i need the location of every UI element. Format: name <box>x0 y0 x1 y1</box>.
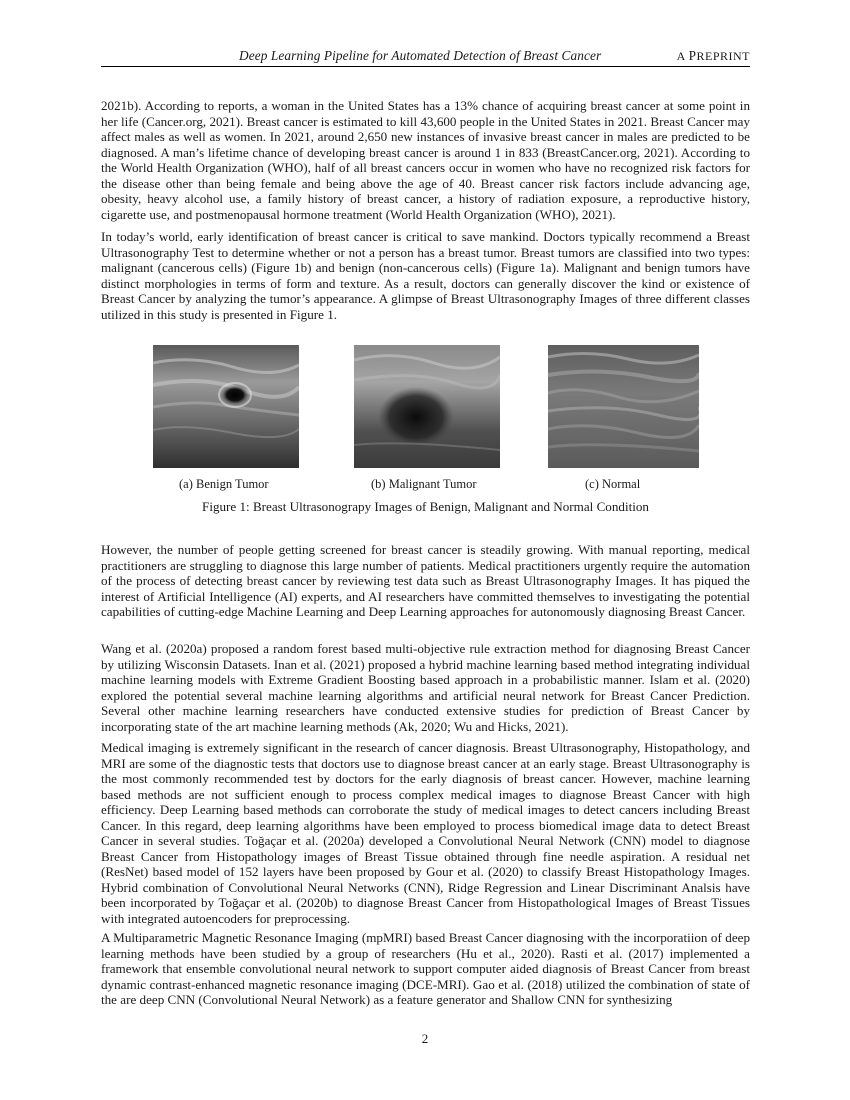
running-title: Deep Learning Pipeline for Automated Detection of Breast Cancer <box>239 48 602 63</box>
normal-ultrasound-image <box>548 345 699 468</box>
subcaption-malignant: (b) Malignant Tumor <box>371 477 477 491</box>
subcaption-benign: (a) Benign Tumor <box>179 477 269 491</box>
subcaption-normal: (c) Normal <box>585 477 641 491</box>
figure-caption: Figure 1: Breast Ultrasonograpy Images of Benign, Malignant and Normal Condition <box>202 499 649 514</box>
paragraph-6: A Multiparametric Magnetic Resonance Imaging (mpMRI) based Breast Cancer diagnosing with the incorporatiion of deep learning methods have been studied by a group of researchers (Hu et al., 2020). Rasti et al. (2017) implemented a framework that ensemble convolutional neural network to support computer aided diagnosis of Breast Cancer from breast dynamic contrast-enhanced magnetic resonance imaging (DCE-MRI). Gao et al. (2018) utilized the combination of state of the are deep CNN (Convolutional Neural Network) as a feature generator and Shallow CNN for synthesizing <box>101 930 750 1007</box>
benign-ultrasound-image <box>153 345 299 468</box>
paragraph-2: In today’s world, early identification of breast cancer is critical to save mankind. Doctors typically recommend a Breast Ultrasonography Test to determine whether or not a person has a breast tumor. Breast tumors are classified into two types: malignant (cancerous cells) (Figure 1b) and benign (non-cancerous cells) (Figure 1a). Malignant and benign tumors have distinct morphologies in terms of form and texture. As a result, doctors can generally discover the kind or existence of Breast Cancer by analyzing the tumor’s appearance. A glimpse of Breast Ultrasonography Images of three different classes utilized in this study is presented in Figure 1. <box>101 229 750 322</box>
malignant-ultrasound-image <box>354 345 500 468</box>
figure-1 <box>101 345 750 520</box>
paragraph-1: 2021b). According to reports, a woman in the United States has a 13% chance of acquiring breast cancer at some point in her life (Cancer.org, 2021). Breast cancer is estimated to kill 43,600 people in the United States in 2021. Breast Cancer may affect males as well as women. In 2021, around 2,650 new instances of invasive breast cancer in males are predicted to be diagnosed. A man’s lifetime chance of developing breast cancer is around 1 in 833 (BreastCancer.org, 2021). According to the World Health Organization (WHO), half of all breast cancers occur in women who have no recognized risk factors for the disease other than being female and being above the age of 40. Breast cancer risk factors include advancing age, obesity, heavy alcohol use, a family history of breast cancer, a history of radiation exposure, a reproductive history, cigarette use, and postmenopausal hormone treatment (World Health Organization (WHO), 2021). <box>101 98 750 222</box>
preprint-label: A PREPRINT <box>676 48 750 63</box>
paragraph-4: Wang et al. (2020a) proposed a random forest based multi-objective rule extraction method for diagnosing Breast Cancer by utilizing Wisconsin Datasets. Inan et al. (2021) proposed a hybrid machine learning based method integrating individual machine learning models with Extreme Gradient Boosting based approach in a probabilistic manner. Islam et al. (2020) explored the potential several machine learning algorithms and artificial neural network for Breast Cancer Prediction. Several other machine learning researchers have conducted extensive studies for prediction of Breast Cancer by incorporating state of the art machine learning methods (Ak, 2020; Wu and Hicks, 2021). <box>101 641 750 734</box>
page-number: 2 <box>421 1031 429 1046</box>
running-header <box>101 48 750 67</box>
paragraph-3: However, the number of people getting screened for breast cancer is steadily growing. With manual reporting, medical practitioners are struggling to diagnose this large number of patients. Medical practitioners urgently require the automation of the process of detecting breast cancer by reviewing test data such as Breast Ultrasonography Images. It has piqued the interest of Artificial Intelligence (AI) experts, and AI researchers have committed themselves to investigating the potential capabilities of cutting-edge Machine Learning and Deep Learning approaches for autonomously diagnosing Breast Cancer. <box>101 542 750 619</box>
paragraph-5: Medical imaging is extremely significant in the research of cancer diagnosis. Breast Ultrasonography, Histopathology, and MRI are some of the diagnostic tests that doctors use to diagnose breast cancer at an early stage. Breast Ultrasonography is the most commonly recommended test by doctors for the early diagnosis of breast cancer. However, machine learning based methods are not sufficient enough to process complex medical images to diagnose Breast Cancer with high efficiency. Deep Learning based methods can corroborate the study of medical images to detect cancers including Breast Cancer. In this regard, deep learning algorithms have been employed to process biomedical image data to detect Breast Cancer in several studies. Toğaçar et al. (2020a) developed a Convolutional Neural Network (CNN) model to diagnose Breast Cancer from Histopathology images of Breast Tissue obtained through fine needle aspiration. A residual net (ResNet) based model of 152 layers have been proposed by Gour et al. (2020) to classify Breast Histopathology Images. Hybrid combination of Convolutional Neural Networks (CNN), Ridge Regression and Linear Discriminant Analsis have been incorporated by Toğaçar et al. (2020b) to diagnose Breast Cancer from Histopathological Images of Breast Tissues with integrated autoencoders for preprocessing. <box>101 740 750 926</box>
